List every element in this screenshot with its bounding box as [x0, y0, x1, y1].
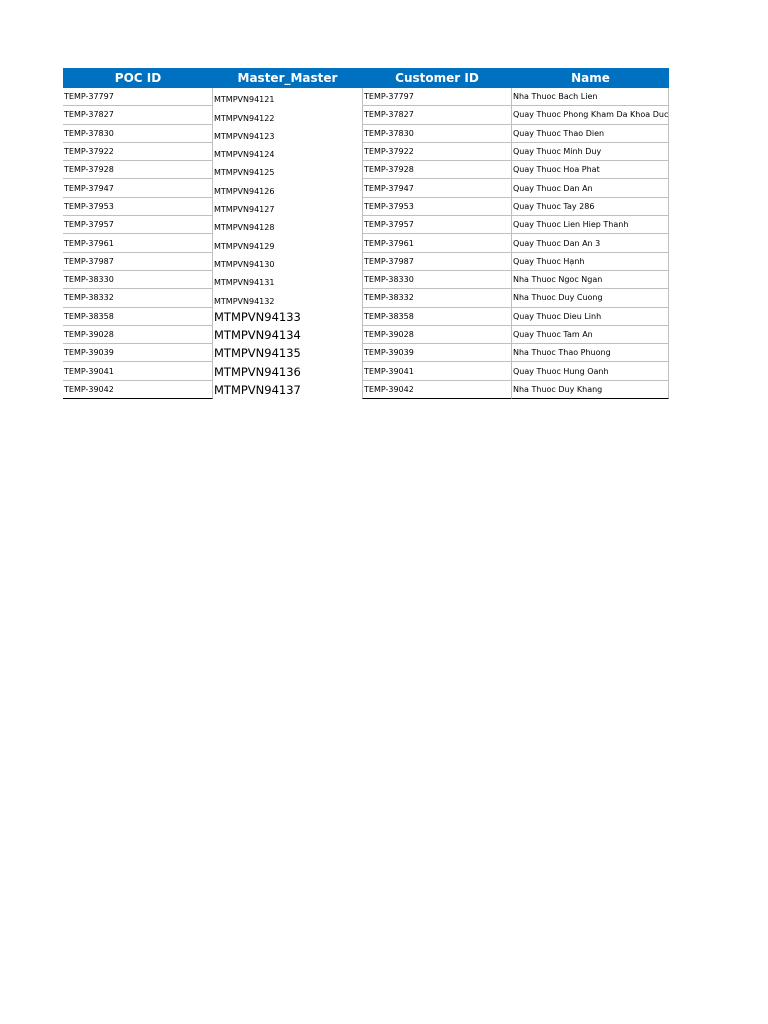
cell-customer-id[interactable]: TEMP-37928: [362, 161, 512, 179]
cell-name[interactable]: Quay Thuoc Dan An: [512, 179, 669, 197]
table-row: [63, 234, 669, 252]
cell-name[interactable]: Nha Thuoc Bach Lien: [512, 88, 669, 106]
table-row: [63, 289, 669, 307]
cell-poc-id[interactable]: TEMP-37961: [63, 234, 213, 252]
table-row: [63, 271, 669, 289]
cell-customer-id[interactable]: TEMP-37947: [362, 179, 512, 197]
cell-poc-id[interactable]: TEMP-38330: [63, 271, 213, 289]
cell-master-master[interactable]: MTMPVN94127: [214, 205, 275, 215]
table-row: [63, 308, 669, 326]
cell-master-master[interactable]: MTMPVN94136: [214, 364, 301, 379]
table-row: [63, 381, 669, 399]
cell-name[interactable]: Nha Thuoc Ngoc Ngan: [512, 271, 669, 289]
table-row: [63, 253, 669, 271]
cell-master-master[interactable]: MTMPVN94124: [214, 150, 275, 160]
table-row: [63, 125, 669, 143]
cell-master-master[interactable]: MTMPVN94133: [214, 309, 301, 324]
cell-poc-id[interactable]: TEMP-39042: [63, 381, 213, 399]
cell-poc-id[interactable]: TEMP-39039: [63, 344, 213, 362]
table-row: [63, 143, 669, 161]
cell-customer-id[interactable]: TEMP-37957: [362, 216, 512, 234]
cell-name[interactable]: Quay Thuoc Thao Dien: [512, 125, 669, 143]
cell-customer-id[interactable]: TEMP-39041: [362, 362, 512, 380]
table-row: [63, 179, 669, 197]
cell-name[interactable]: Quay Thuoc Hạnh: [512, 253, 669, 271]
cell-master-master[interactable]: MTMPVN94130: [214, 259, 275, 269]
table-body: [63, 88, 669, 399]
cell-master-master[interactable]: MTMPVN94125: [214, 168, 275, 178]
table-row: [63, 88, 669, 106]
cell-customer-id[interactable]: TEMP-37827: [362, 106, 512, 124]
cell-name[interactable]: Nha Thuoc Duy Khang: [512, 381, 669, 399]
table-row: [63, 161, 669, 179]
table-row: [63, 326, 669, 344]
cell-name[interactable]: Quay Thuoc Lien Hiep Thanh: [512, 216, 669, 234]
cell-master-master[interactable]: MTMPVN94134: [214, 328, 301, 342]
cell-master-master[interactable]: MTMPVN94123: [214, 131, 275, 141]
header-customer-id[interactable]: Customer ID: [395, 71, 479, 85]
table-row: [63, 362, 669, 380]
cell-name[interactable]: Quay Thuoc Tam An: [512, 326, 669, 344]
cell-poc-id[interactable]: TEMP-38332: [63, 289, 213, 307]
cell-poc-id[interactable]: TEMP-37953: [63, 198, 213, 216]
cell-master-master[interactable]: MTMPVN94129: [214, 241, 275, 251]
cell-customer-id[interactable]: TEMP-39042: [362, 381, 512, 399]
cell-master-master[interactable]: MTMPVN94135: [214, 346, 301, 361]
cell-poc-id[interactable]: TEMP-39041: [63, 362, 213, 380]
cell-customer-id[interactable]: TEMP-37987: [362, 253, 512, 271]
cell-poc-id[interactable]: TEMP-37957: [63, 216, 213, 234]
cell-poc-id[interactable]: TEMP-37928: [63, 161, 213, 179]
cell-name[interactable]: Nha Thuoc Thao Phuong: [512, 344, 669, 362]
cell-name[interactable]: Quay Thuoc Phong Kham Da Khoa Duc: [512, 106, 669, 124]
cell-customer-id[interactable]: TEMP-38332: [362, 289, 512, 307]
cell-master-master[interactable]: MTMPVN94131: [214, 278, 275, 288]
header-poc-id[interactable]: POC ID: [114, 71, 162, 85]
cell-name[interactable]: Quay Thuoc Tay 286: [512, 198, 669, 216]
header-name[interactable]: Name: [571, 71, 610, 85]
cell-poc-id[interactable]: TEMP-37830: [63, 125, 213, 143]
cell-customer-id[interactable]: TEMP-37961: [362, 234, 512, 252]
header-master-master[interactable]: Master_Master: [237, 71, 338, 85]
cell-master-master[interactable]: MTMPVN94126: [214, 186, 275, 196]
cell-master-master[interactable]: MTMPVN94132: [214, 296, 275, 306]
cell-name[interactable]: Quay Thuoc Dan An 3: [512, 234, 669, 252]
cell-customer-id[interactable]: TEMP-37922: [362, 143, 512, 161]
cell-poc-id[interactable]: TEMP-38358: [63, 308, 213, 326]
cell-customer-id[interactable]: TEMP-39039: [362, 344, 512, 362]
cell-customer-id[interactable]: TEMP-37953: [362, 198, 512, 216]
table-row: [63, 106, 669, 124]
cell-customer-id[interactable]: TEMP-38330: [362, 271, 512, 289]
cell-name[interactable]: Quay Thuoc Dieu Linh: [512, 308, 669, 326]
cell-master-master[interactable]: MTMPVN94122: [214, 113, 275, 123]
cell-master-master[interactable]: MTMPVN94121: [214, 95, 275, 105]
table-row: [63, 198, 669, 216]
cell-master-master[interactable]: MTMPVN94128: [214, 223, 275, 233]
cell-poc-id[interactable]: TEMP-37947: [63, 179, 213, 197]
cell-name[interactable]: Quay Thuoc Minh Duy: [512, 143, 669, 161]
table-row: [63, 216, 669, 234]
cell-poc-id[interactable]: TEMP-37922: [63, 143, 213, 161]
header-row: [63, 68, 669, 88]
cell-name[interactable]: Nha Thuoc Duy Cuong: [512, 289, 669, 307]
cell-customer-id[interactable]: TEMP-39028: [362, 326, 512, 344]
spreadsheet-table: [63, 68, 669, 399]
cell-customer-id[interactable]: TEMP-38358: [362, 308, 512, 326]
cell-poc-id[interactable]: TEMP-37827: [63, 106, 213, 124]
cell-customer-id[interactable]: TEMP-37830: [362, 125, 512, 143]
cell-poc-id[interactable]: TEMP-37797: [63, 88, 213, 106]
cell-name[interactable]: Quay Thuoc Hoa Phat: [512, 161, 669, 179]
cell-master-master[interactable]: MTMPVN94137: [214, 382, 301, 397]
cell-customer-id[interactable]: TEMP-37797: [362, 88, 512, 106]
cell-name[interactable]: Quay Thuoc Hung Oanh: [512, 362, 669, 380]
cell-poc-id[interactable]: TEMP-37987: [63, 253, 213, 271]
table-row: [63, 344, 669, 362]
cell-poc-id[interactable]: TEMP-39028: [63, 326, 213, 344]
